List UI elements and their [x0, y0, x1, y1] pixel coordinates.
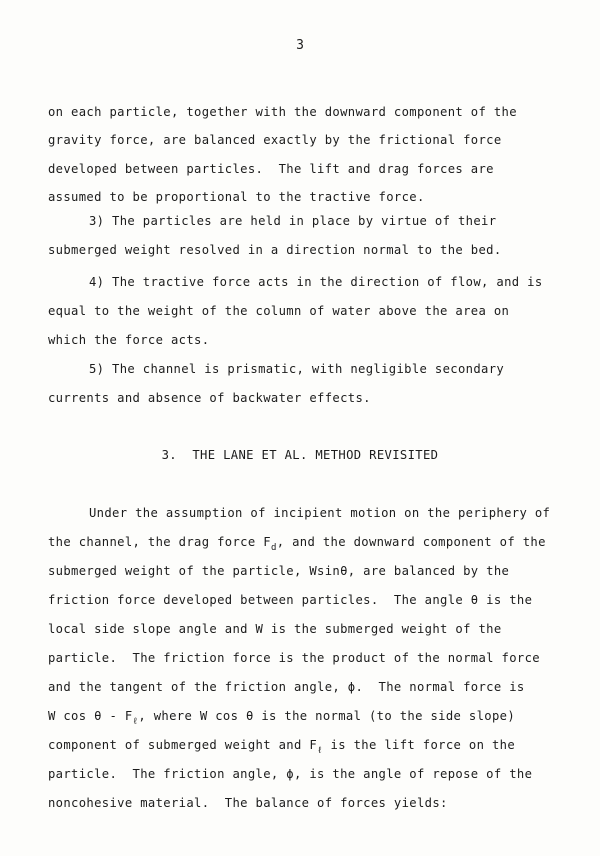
subscript: d [270, 543, 277, 553]
text-fragment: component of submerged weight and F [48, 738, 318, 752]
text-line: on each particle, together with the downward component of the [48, 105, 517, 119]
text-line: currents and absence of backwater effects. [48, 391, 371, 405]
text-line: and the tangent of the friction angle, ϕ. The normal force is [48, 680, 525, 694]
text-fragment: W cos θ - F [48, 709, 133, 723]
text-line [48, 738, 516, 756]
text-line: 4) The tractive force acts in the direction of flow, and is [89, 275, 543, 289]
subscript: ℓ [317, 746, 323, 756]
text-line: 5) The channel is prismatic, with negligible secondary [89, 362, 505, 376]
text-fragment: , where W cos θ is the normal (to the side slope) [138, 709, 516, 723]
text-fragment: , and the downward component of the [276, 535, 546, 549]
text-line: local side slope angle and W is the submerged weight of the [48, 622, 502, 636]
text-line: equal to the weight of the column of water above the area on [48, 304, 510, 318]
text-line: friction force developed between particles. The angle θ is the [48, 593, 533, 607]
text-line: noncohesive material. The balance of forces yields: [48, 796, 448, 810]
subscript: ℓ [132, 717, 139, 727]
text-line [48, 709, 516, 727]
text-line: gravity force, are balanced exactly by the frictional force [48, 133, 502, 147]
text-line: particle. The friction angle, ϕ, is the angle of repose of the [48, 767, 533, 781]
page-number: 3 [296, 38, 304, 53]
text-line: assumed to be proportional to the tractive force. [48, 190, 425, 204]
text-line: 3) The particles are held in place by virtue of their [89, 214, 497, 228]
text-line: which the force acts. [48, 333, 210, 347]
text-line: particle. The friction force is the product of the normal force [48, 651, 540, 665]
text-line: Under the assumption of incipient motion on the periphery of [89, 506, 551, 520]
text-line [48, 535, 546, 553]
text-line: developed between particles. The lift and drag forces are [48, 162, 494, 176]
section-heading: 3. THE LANE ET AL. METHOD REVISITED [161, 448, 439, 462]
text-line: submerged weight resolved in a direction normal to the bed. [48, 243, 502, 257]
text-fragment: is the lift force on the [322, 738, 516, 752]
text-line: submerged weight of the particle, Wsinθ, are balanced by the [48, 564, 510, 578]
text-fragment: the channel, the drag force F [48, 535, 271, 549]
